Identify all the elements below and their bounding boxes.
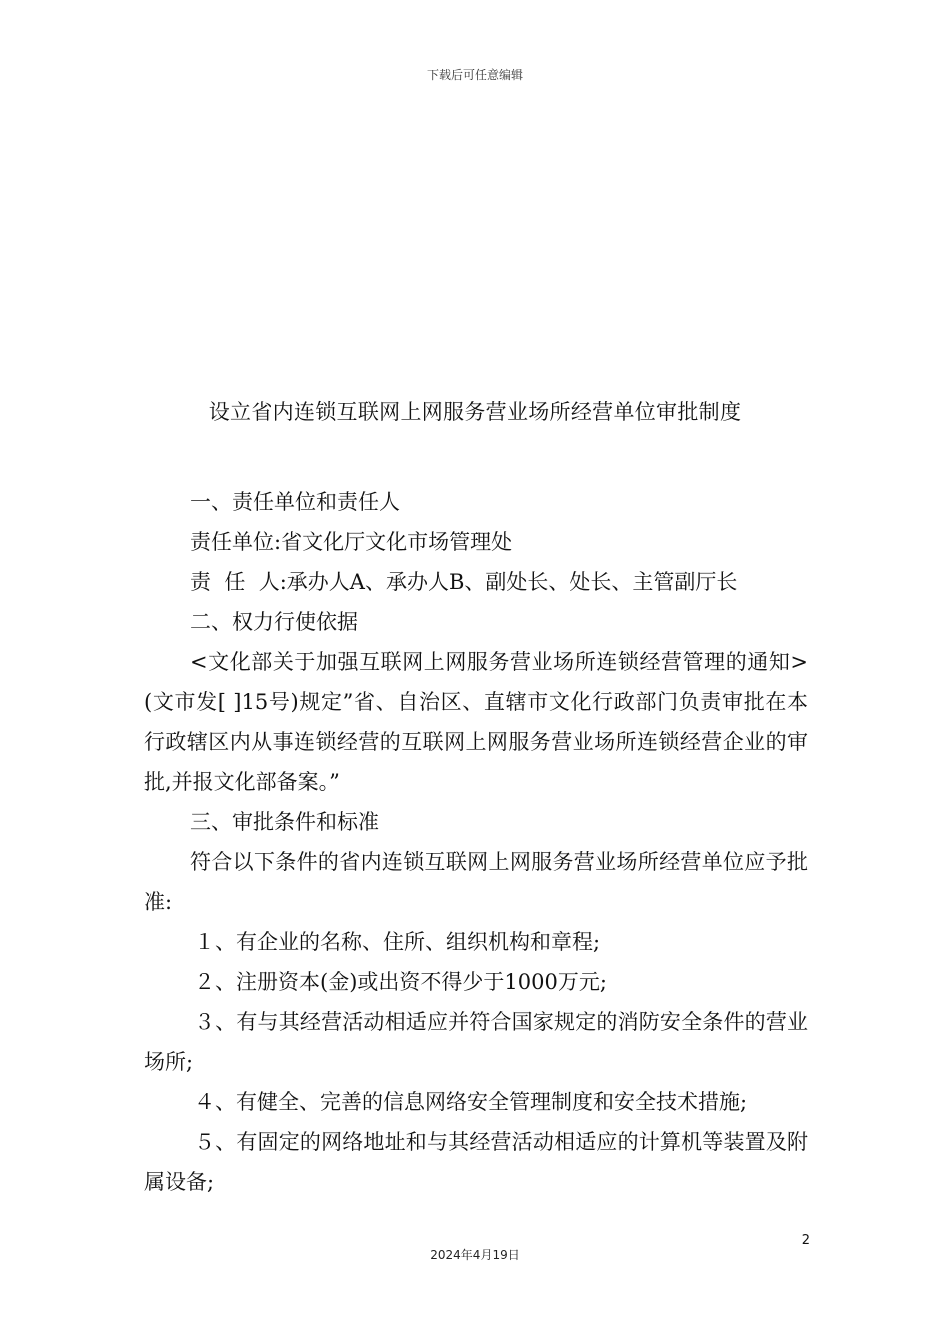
page-number: 2 (801, 1233, 810, 1248)
footer-date: 2024年4月19日 (430, 1248, 520, 1262)
paragraph: 责任单位:省文化厅文化市场管理处 (190, 530, 513, 554)
paragraph: <文化部关于加强互联网上网服务营业场所连锁经营管理的通知>(文市发[ ]15号)规定”省、自治区、直辖市文化行政部门负责审批在本行政辖区内从事连锁经营的互联网上网服务营业场所连锁经营企业的审批,并报文化部备案。” (144, 650, 808, 794)
list-item: ２、注册资本(金)或出资不得少于1000万元; (194, 970, 607, 994)
paragraph: 符合以下条件的省内连锁互联网上网服务营业场所经营单位应予批准: (144, 850, 808, 914)
paragraph: 责 任 人:承办人A、承办人B、副处长、处长、主管副厅长 (190, 570, 738, 594)
section-heading: 二、权力行使依据 (190, 610, 358, 634)
section-heading: 一、责任单位和责任人 (190, 490, 400, 514)
document-body (144, 482, 808, 1202)
section-heading: 三、审批条件和标准 (190, 810, 379, 834)
list-item: ４、有健全、完善的信息网络安全管理制度和安全技术措施; (194, 1090, 748, 1114)
list-item: ３、有与其经营活动相适应并符合国家规定的消防安全条件的营业场所; (144, 1010, 808, 1074)
header-note: 下载后可任意编辑 (426, 68, 523, 82)
list-item: １、有企业的名称、住所、组织机构和章程; (194, 930, 601, 954)
document-title: 设立省内连锁互联网上网服务营业场所经营单位审批制度 (208, 400, 742, 424)
list-item: ５、有固定的网络地址和与其经营活动相适应的计算机等装置及附属设备; (144, 1130, 808, 1194)
